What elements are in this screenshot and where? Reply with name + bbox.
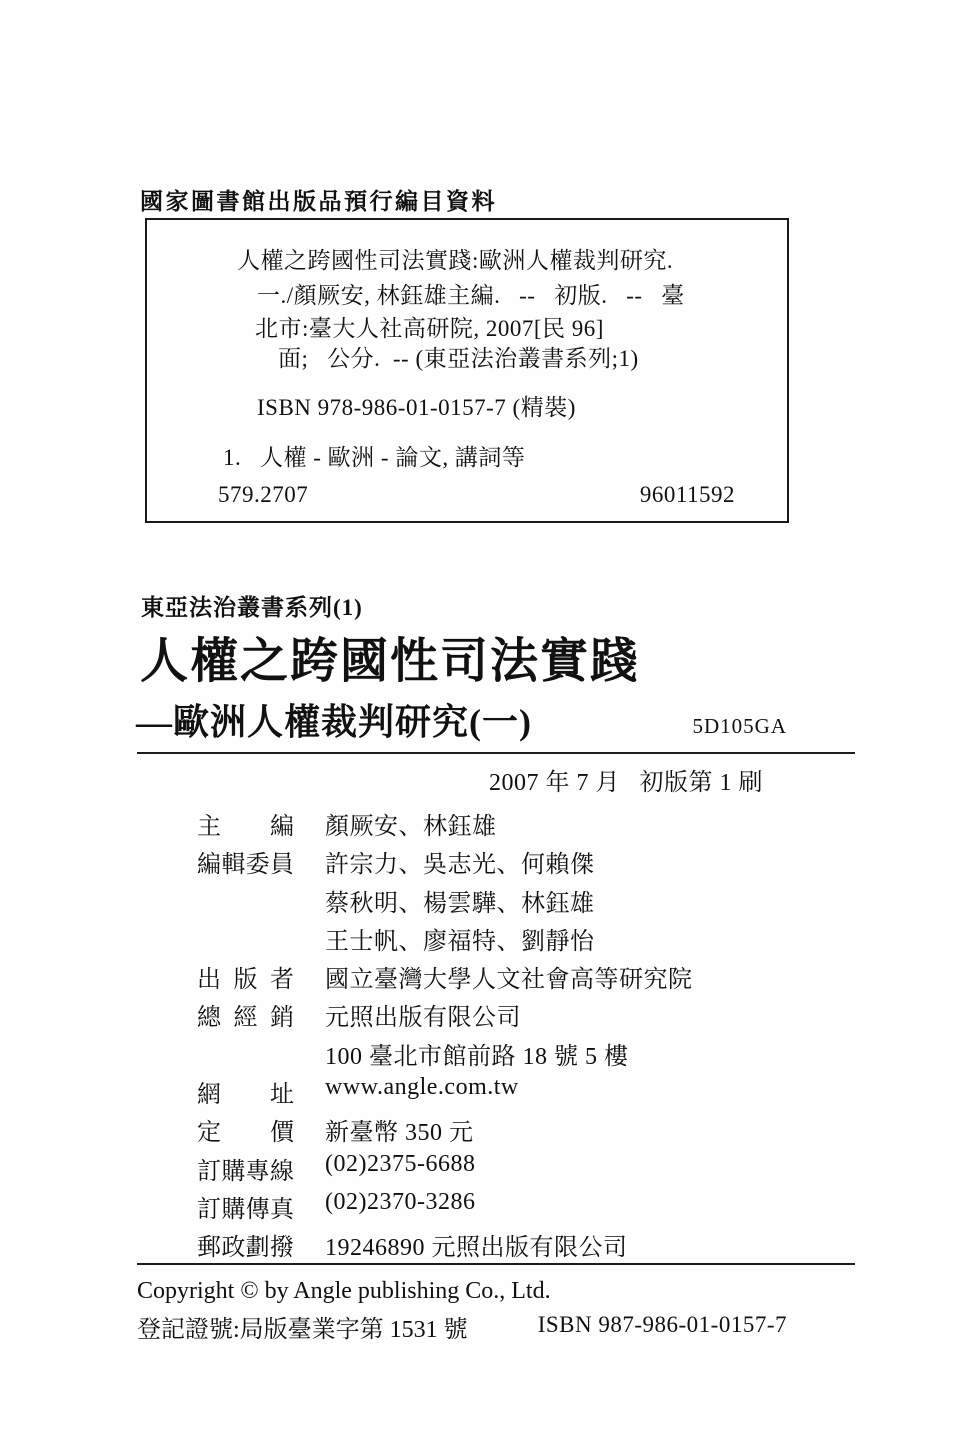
edition-date: 2007 年 7 月 初版第 1 刷 — [489, 770, 763, 796]
publication-row-editorial-board — [197, 844, 837, 882]
publication-label: 總經銷 — [197, 1005, 294, 1032]
publication-value: 新臺幣 350 元 — [325, 1120, 474, 1147]
cip-record-number: 96011592 — [639, 482, 735, 507]
publication-label: 編輯委員 — [197, 852, 294, 879]
publication-label: 主編 — [197, 814, 294, 840]
publication-label: 出版者 — [197, 967, 294, 994]
cip-publisher-line: 北市:臺大人社高研院, 2007[民 96] — [255, 316, 604, 341]
publication-label: 定價 — [197, 1120, 294, 1147]
divider-line-bottom — [137, 1263, 855, 1265]
publication-value: 100 臺北市館前路 18 號 5 樓 — [325, 1043, 629, 1070]
publication-row-editorial-board-2 — [197, 883, 837, 921]
registration-number: 登記證號:局版臺業字第 1531 號 — [137, 1317, 468, 1343]
publication-value: www.angle.com.tw — [325, 1074, 519, 1101]
publication-value: 顏厥安、林鈺雄 — [325, 814, 497, 840]
cip-header-text: 國家圖書館出版品預行編目資料 — [140, 189, 497, 214]
publication-row-chief-editor — [197, 806, 837, 844]
cip-format-line: 面; 公分. -- (東亞法治叢書系列;1) — [278, 346, 639, 371]
cip-isbn-line: ISBN 978-986-01-0157-7 (精裝) — [257, 395, 576, 420]
book-subtitle: —歐洲人權裁判研究(一) — [136, 702, 532, 742]
cip-subject-line: 1. 人權 - 歐洲 - 論文, 講詞等 — [223, 445, 526, 470]
publication-row-distributor — [197, 997, 837, 1035]
cip-editors-line: 一./顏厥安, 林鈺雄主編. -- 初版. -- 臺 — [257, 283, 685, 308]
publication-row-website — [197, 1074, 837, 1112]
publication-label: 訂購專線 — [197, 1158, 294, 1185]
publication-value: 許宗力、吳志光、何賴傑 — [325, 852, 595, 879]
publication-label: 郵政劃撥 — [197, 1235, 294, 1262]
publication-row-editorial-board-3 — [197, 921, 837, 959]
cip-title-line: 人權之跨國性司法實踐:歐洲人權裁判研究. — [237, 248, 674, 273]
publication-row-order-phone — [197, 1151, 837, 1189]
publication-row-publisher — [197, 959, 837, 997]
publication-value: (02)2370-3286 — [325, 1188, 476, 1215]
publication-label: 網址 — [197, 1082, 294, 1109]
publication-value: 19246890 元照出版有限公司 — [325, 1235, 628, 1262]
publication-label: 訂購傳真 — [197, 1196, 294, 1223]
publication-value: 國立臺灣大學人文社會高等研究院 — [325, 967, 693, 994]
product-code: 5D105GA — [692, 714, 787, 738]
publication-row-address — [197, 1036, 837, 1074]
publication-row-postal-transfer — [197, 1227, 837, 1265]
cip-classification-number: 579.2707 — [218, 482, 309, 507]
series-label: 東亞法治叢書系列(1) — [141, 595, 363, 620]
publication-value: 蔡秋明、楊雲驊、林鈺雄 — [325, 890, 595, 917]
publication-info — [197, 806, 837, 1266]
publication-row-price — [197, 1112, 837, 1150]
copyright-notice: Copyright © by Angle publishing Co., Ltd. — [137, 1278, 551, 1304]
isbn-number: ISBN 987-986-01-0157-7 — [537, 1312, 787, 1337]
publication-row-order-fax — [197, 1189, 837, 1227]
publication-value: 元照出版有限公司 — [325, 1005, 521, 1032]
publication-value: (02)2375-6688 — [325, 1150, 476, 1177]
publication-value: 王士帆、廖福特、劉靜怡 — [325, 928, 595, 955]
cip-box — [145, 218, 789, 523]
divider-line-top — [137, 752, 855, 754]
book-title: 人權之跨國性司法實踐 — [140, 635, 641, 688]
